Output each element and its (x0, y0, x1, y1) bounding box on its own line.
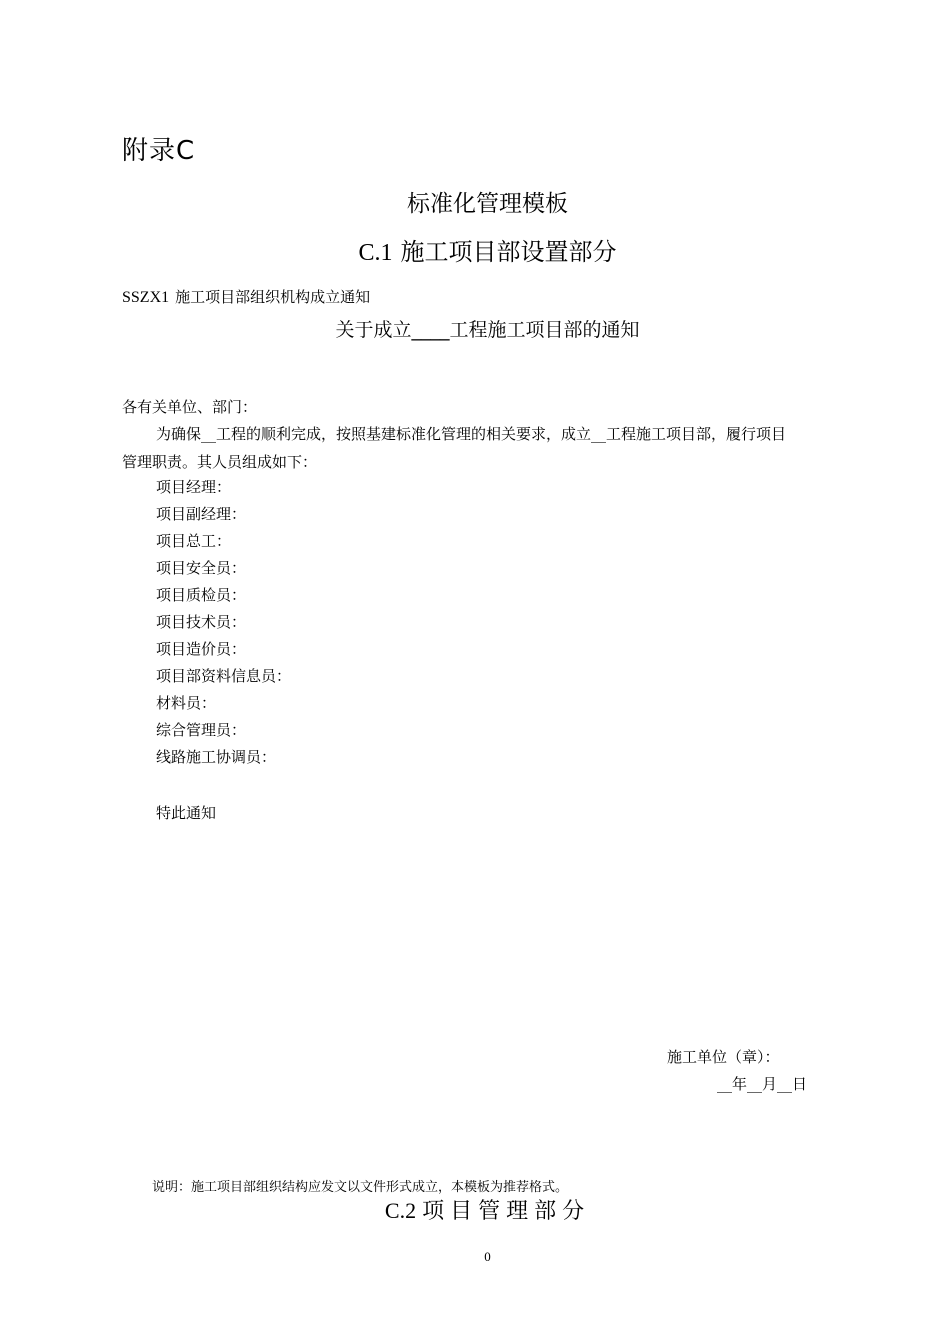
role-item: 项目造价员： (156, 640, 247, 658)
role-item: 线路施工协调员： (156, 748, 277, 766)
closing-text: 特此通知 (156, 804, 217, 822)
role-item: 项目质检员： (156, 586, 247, 604)
form-heading (122, 286, 370, 307)
signature-unit: 施工单位（章）： (667, 1048, 780, 1066)
paragraph-line-1: 为确保__工程的顺利完成，按照基建标准化管理的相关要求，成立__工程施工项目部，履行项目 (156, 425, 787, 443)
role-item: 项目副经理： (156, 505, 247, 523)
section-c1-heading (0, 232, 950, 267)
role-item: 项目经理： (156, 478, 232, 496)
personnel-list (156, 478, 291, 775)
section-c1-number: C.1 (358, 240, 393, 266)
role-item: 项目部资料信息员： (156, 667, 292, 685)
section-c2-heading (0, 1194, 950, 1225)
appendix-heading: 附录C (122, 136, 196, 166)
role-item: 项目安全员： (156, 559, 247, 577)
role-item: 项目技术员： (156, 613, 247, 631)
section-c1-title: 施工项目部设置部分 (400, 238, 617, 266)
paragraph-line-2: 管理职责。其人员组成如下： (122, 453, 318, 471)
notice-title: 关于成立____工程施工项目部的通知 (335, 319, 640, 341)
document-title: 标准化管理模板 (407, 191, 568, 217)
role-item: 材料员： (156, 694, 217, 712)
section-c2-title: 项目管理部分 (422, 1199, 591, 1224)
page-number: 0 (484, 1249, 491, 1264)
footnote: 说明：施工项目部组织结构应发文以文件形式成立，本模板为推荐格式。 (152, 1180, 569, 1195)
signature-date: __年__月__日 (717, 1075, 808, 1093)
role-item: 综合管理员： (156, 721, 247, 739)
form-title: 施工项目部组织机构成立通知 (175, 288, 371, 306)
form-code: SSZX1 (122, 289, 170, 306)
section-c2-number: C.2 (384, 1198, 417, 1223)
greeting: 各有关单位、部门： (122, 398, 258, 416)
role-item: 项目总工： (156, 532, 232, 550)
